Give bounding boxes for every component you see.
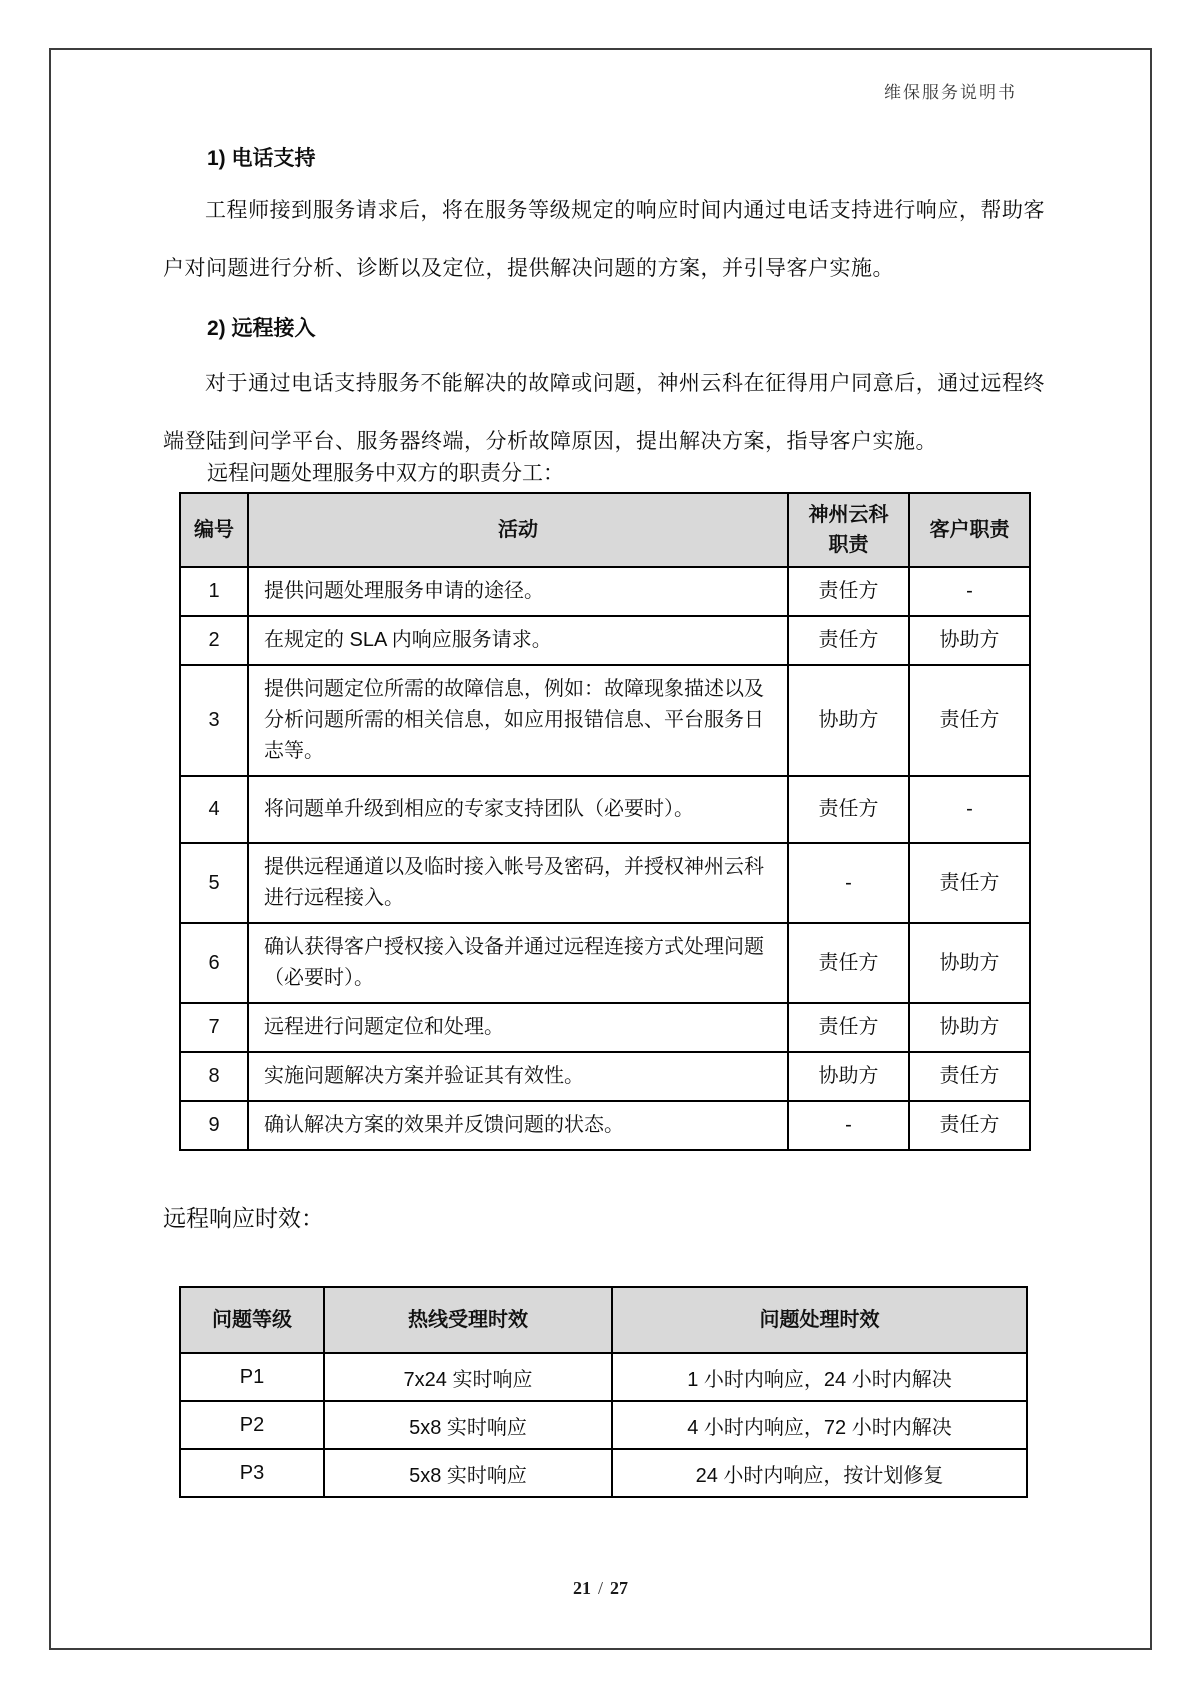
table-cell: 实施问题解决方案并验证其有效性。 — [248, 1052, 788, 1101]
table-cell: 4 小时内响应，72 小时内解决 — [612, 1401, 1027, 1449]
table-cell: - — [909, 776, 1030, 843]
table-cell: 5x8 实时响应 — [324, 1401, 612, 1449]
column-header: 问题等级 — [180, 1287, 324, 1353]
page-number-footer — [51, 1578, 1150, 1599]
table-cell: 协助方 — [909, 923, 1030, 1003]
page-current: 21 — [572, 1578, 591, 1598]
table-cell: 1 — [180, 567, 248, 616]
table-row — [180, 1353, 1027, 1401]
table-cell: 责任方 — [788, 616, 909, 665]
table-cell: 协助方 — [909, 616, 1030, 665]
table-cell: 5x8 实时响应 — [324, 1449, 612, 1497]
table-row — [180, 1003, 1030, 1052]
table-cell: 7 — [180, 1003, 248, 1052]
table-header-row — [180, 493, 1030, 567]
table-cell: 责任方 — [909, 843, 1030, 923]
column-header: 神州云科职责 — [788, 493, 909, 567]
column-header: 客户职责 — [909, 493, 1030, 567]
table-row — [180, 1101, 1030, 1150]
table-cell: P3 — [180, 1449, 324, 1497]
table-cell: 4 — [180, 776, 248, 843]
table-cell: 确认解决方案的效果并反馈问题的状态。 — [248, 1101, 788, 1150]
section-heading-remote-access: 2) 远程接入 — [207, 317, 316, 340]
table-cell: 协助方 — [909, 1003, 1030, 1052]
table-cell: 提供问题处理服务申请的途径。 — [248, 567, 788, 616]
response-sla-label: 远程响应时效： — [163, 1205, 324, 1231]
paragraph-phone-support: 工程师接到服务请求后，将在服务等级规定的响应时间内通过电话支持进行响应，帮助客户对问题进行分析、诊断以及定位，提供解决问题的方案，并引导客户实施。 — [163, 199, 1045, 280]
column-header: 活动 — [248, 493, 788, 567]
table-cell: 责任方 — [909, 1101, 1030, 1150]
table-cell: - — [909, 567, 1030, 616]
table-header-row — [180, 1287, 1027, 1353]
paragraph-remote-access: 对于通过电话支持服务不能解决的故障或问题，神州云科在征得用户同意后，通过远程终端登陆到问学平台、服务器终端，分析故障原因，提出解决方案，指导客户实施。 — [163, 372, 1045, 453]
table-cell: - — [788, 843, 909, 923]
table-cell: 提供远程通道以及临时接入帐号及密码，并授权神州云科进行远程接入。 — [248, 843, 788, 923]
table-cell: 确认获得客户授权接入设备并通过远程连接方式处理问题（必要时）。 — [248, 923, 788, 1003]
table-cell: 9 — [180, 1101, 248, 1150]
table-cell: 5 — [180, 843, 248, 923]
table-cell: 在规定的 SLA 内响应服务请求。 — [248, 616, 788, 665]
table-cell: 24 小时内响应，按计划修复 — [612, 1449, 1027, 1497]
table-cell: 责任方 — [788, 1003, 909, 1052]
table-row — [180, 665, 1030, 776]
table-cell: 协助方 — [788, 665, 909, 776]
table-cell: 远程进行问题定位和处理。 — [248, 1003, 788, 1052]
table-cell: P2 — [180, 1401, 324, 1449]
table-cell: 8 — [180, 1052, 248, 1101]
column-header: 问题处理时效 — [612, 1287, 1027, 1353]
table-row — [180, 616, 1030, 665]
sla-table — [179, 1286, 1028, 1498]
table-cell: 责任方 — [788, 923, 909, 1003]
table-cell: 协助方 — [788, 1052, 909, 1101]
table-cell: P1 — [180, 1353, 324, 1401]
table-row — [180, 843, 1030, 923]
page-total: 27 — [610, 1578, 628, 1598]
table-row — [180, 776, 1030, 843]
table-cell: 责任方 — [788, 776, 909, 843]
column-header: 热线受理时效 — [324, 1287, 612, 1353]
table-row — [180, 1052, 1030, 1101]
table-row — [180, 1449, 1027, 1497]
table-cell: 责任方 — [909, 1052, 1030, 1101]
table-cell: - — [788, 1101, 909, 1150]
table-cell: 提供问题定位所需的故障信息，例如：故障现象描述以及分析问题所需的相关信息，如应用报错信息、平台服务日志等。 — [248, 665, 788, 776]
table-cell: 3 — [180, 665, 248, 776]
responsibility-table — [179, 492, 1031, 1151]
section-heading-phone-support: 1) 电话支持 — [207, 147, 316, 170]
page-number-separator: / — [597, 1578, 603, 1598]
table-cell: 2 — [180, 616, 248, 665]
table-row — [180, 923, 1030, 1003]
column-header: 编号 — [180, 493, 248, 567]
document-title-header: 维保服务说明书 — [884, 83, 1017, 102]
table-row — [180, 567, 1030, 616]
table-cell: 7x24 实时响应 — [324, 1353, 612, 1401]
responsibility-table-intro: 远程问题处理服务中双方的职责分工： — [207, 462, 564, 485]
table-cell: 将问题单升级到相应的专家支持团队（必要时）。 — [248, 776, 788, 843]
table-cell: 1 小时内响应，24 小时内解决 — [612, 1353, 1027, 1401]
table-row — [180, 1401, 1027, 1449]
table-cell: 6 — [180, 923, 248, 1003]
table-cell: 责任方 — [788, 567, 909, 616]
page-border-frame — [49, 48, 1152, 1650]
table-cell: 责任方 — [909, 665, 1030, 776]
